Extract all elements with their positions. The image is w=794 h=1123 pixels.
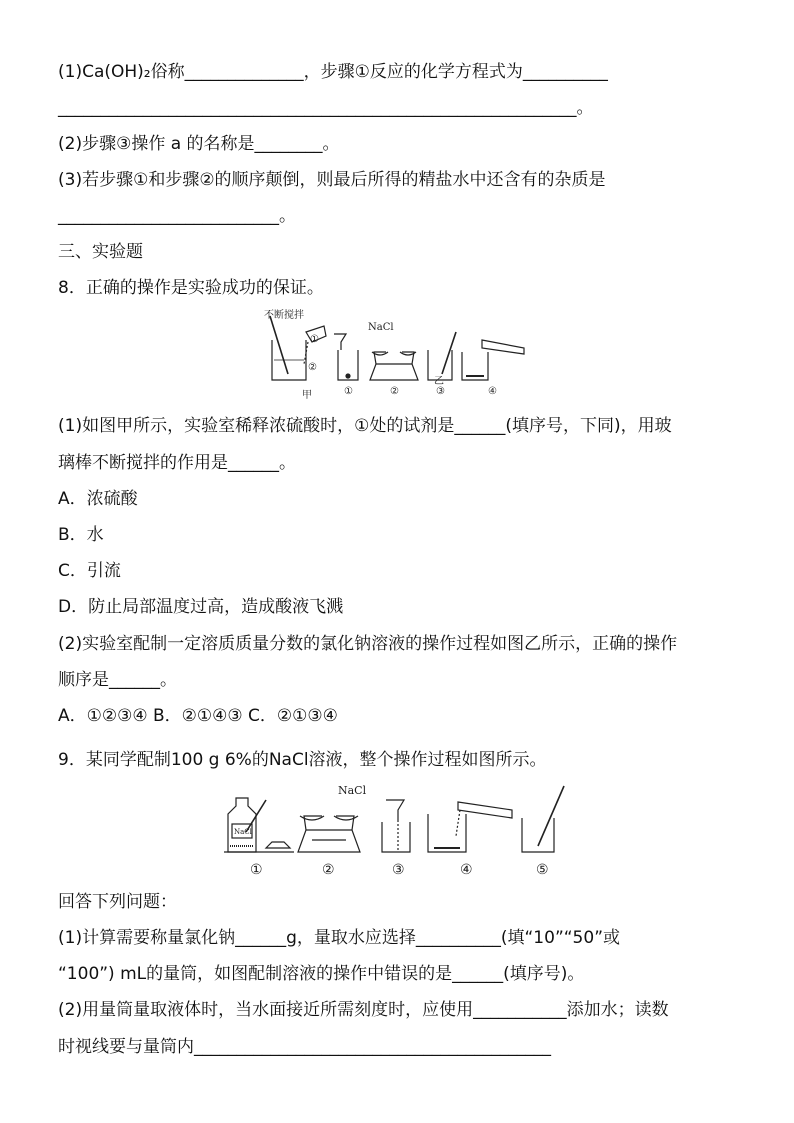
text-line: 璃棒不断搅拌的作用是______。 [58,453,296,473]
text-line: (2)实验室配制一定溶质质量分数的氯化钠溶液的操作过程如图乙所示，正确的操作 [58,634,678,654]
figure-q8 [262,308,542,400]
text-line: 时视线要与量筒内__________________________________________ [58,1037,551,1057]
option-c: C．引流 [58,561,121,581]
question-9: 9．某同学配制100 g 6%的NaCl溶液，整个操作过程如图所示。 [58,750,547,770]
fig-marker: ④ [488,386,497,397]
text-line: (2)用量筒量取液体时，当水面接近所需刻度时，应使用___________添加水；读数 [58,1000,669,1020]
fig-marker: ① [310,334,319,345]
text-line: (2)步骤③操作 a 的名称是________。 [58,134,340,154]
yi-label: 乙 [434,376,444,387]
text-line: 回答下列问题： [58,892,177,912]
option-b: B．水 [58,525,104,545]
step-label: ④ [460,862,473,878]
nacl-label: NaCl [338,784,367,797]
stir-label: 不断搅拌 [264,310,304,321]
fig-marker: ② [390,386,399,397]
jia-label: 甲 [302,390,312,400]
section-heading: 三、实验题 [58,242,143,262]
option-d: D．防止局部温度过高，造成酸液飞溅 [58,597,344,617]
nacl-label: NaCl [368,322,394,333]
glass-rod-icon [270,316,288,374]
step-label: ⑤ [536,862,549,878]
text-line: (3)若步骤①和步骤②的顺序颠倒，则最后所得的精盐水中还含有的杂质是 [58,170,606,190]
balance-icon [370,364,418,380]
question-8: 8．正确的操作是实验成功的保证。 [58,278,324,298]
text-line: “100”) mL的量筒，如图配制溶液的操作中错误的是______(填序号)。 [58,964,585,984]
fig-marker: ③ [436,386,445,397]
balance-icon [298,830,360,852]
cylinder-pour-icon [482,340,524,354]
funnel-icon [334,334,346,350]
text-line: __________________________。 [58,206,296,226]
text-line: 顺序是______。 [58,670,177,690]
fig-marker: ② [308,362,317,373]
figure-q9 [222,780,582,880]
option-a: A．浓硫酸 [58,489,138,509]
text-line: (1)Ca(OH)₂俗称______________，步骤①反应的化学方程式为__________ [58,62,608,82]
figure-q8-svg [262,308,542,400]
options-row: A．①②③④ B．②①④③ C．②①③④ [58,706,338,726]
text-line: _____________________________________________________________。 [58,98,594,118]
step-label: ③ [392,862,405,878]
glass-rod-icon [538,786,564,846]
funnel-icon [386,800,404,822]
weighing-paper-icon [266,842,290,848]
step-label: ① [250,862,263,878]
text-line: (1)计算需要称量氯化钠______g，量取水应选择__________(填“10”“50”或 [58,928,620,948]
fig-marker: ① [344,386,353,397]
step-label: ② [322,862,335,878]
figure-q9-svg [222,780,582,880]
text-line: (1)如图甲所示，实验室稀释浓硫酸时，①处的试剂是______(填序号，下同)，用玻 [58,416,672,436]
bottle-label: NaCl [234,828,252,836]
